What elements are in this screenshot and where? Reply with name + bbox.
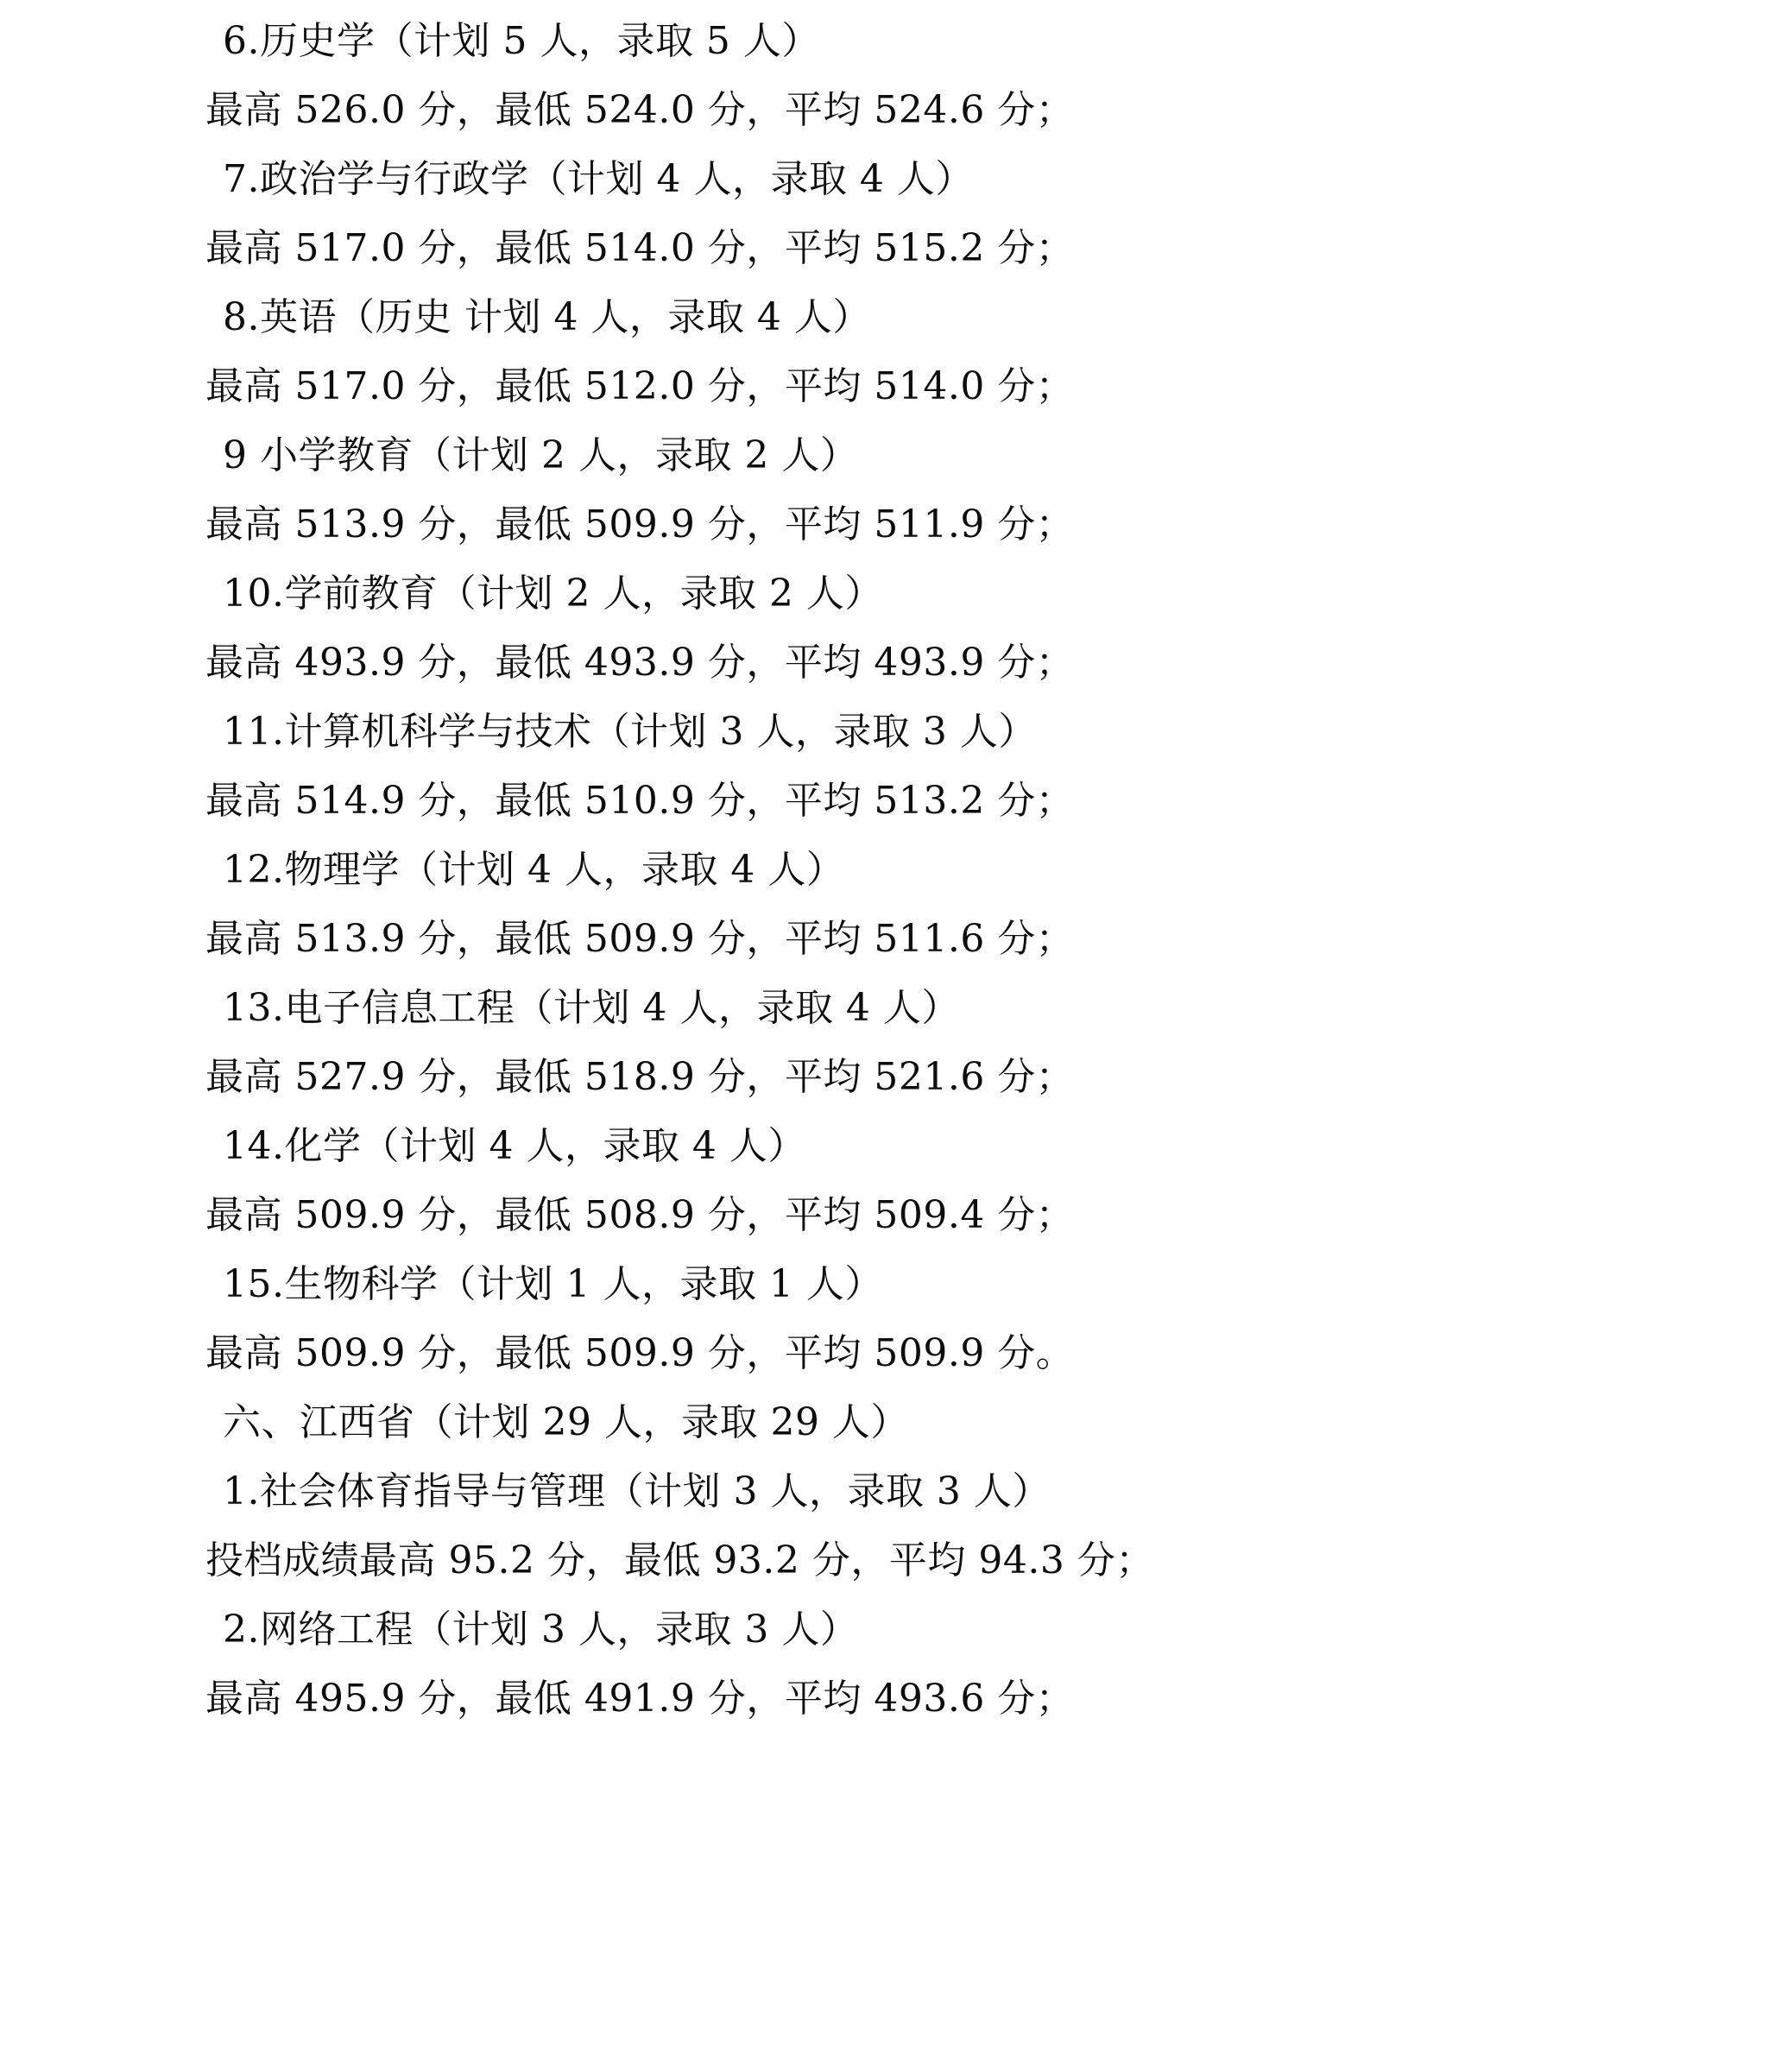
document-line: 6.历史学（计划 5 人，录取 5 人） [223,19,820,63]
document-line: 最高 495.9 分，最低 491.9 分，平均 493.6 分； [205,1677,1075,1721]
document-line: 11.计算机科学与技术（计划 3 人，录取 3 人） [223,710,1037,754]
document-line: 最高 493.9 分，最低 493.9 分，平均 493.9 分； [205,641,1075,685]
document-line: 最高 513.9 分，最低 509.9 分，平均 511.6 分； [205,917,1075,961]
document-line: 10.学前教育（计划 2 人，录取 2 人） [223,572,883,616]
document-line: 13.电子信息工程（计划 4 人，录取 4 人） [223,986,960,1030]
document-line: 12.物理学（计划 4 人，录取 4 人） [223,848,845,892]
document-line: 最高 513.9 分，最低 509.9 分，平均 511.9 分； [205,502,1075,546]
document-line: 8.英语（历史 计划 4 人，录取 4 人） [223,295,871,339]
document-line: 最高 527.9 分，最低 518.9 分，平均 521.6 分； [205,1055,1075,1099]
document-line: 投档成绩最高 95.2 分，最低 93.2 分，平均 94.3 分； [205,1538,1154,1582]
document-line: 1.社会体育指导与管理（计划 3 人，录取 3 人） [223,1469,1051,1513]
document-line: 最高 514.9 分，最低 510.9 分，平均 513.2 分； [205,779,1075,823]
document-line: 最高 517.0 分，最低 514.0 分，平均 515.2 分； [205,226,1075,270]
document-line: 最高 517.0 分，最低 512.0 分，平均 514.0 分； [205,364,1075,408]
document-line: 15.生物科学（计划 1 人，录取 1 人） [223,1262,883,1306]
document-body [205,7,1664,1734]
document-line: 2.网络工程（计划 3 人，录取 3 人） [223,1608,859,1652]
document-line: 7.政治学与行政学（计划 4 人，录取 4 人） [223,157,974,201]
document-line: 最高 509.9 分，最低 508.9 分，平均 509.4 分； [205,1193,1075,1237]
document-line: 最高 509.9 分，最低 509.9 分，平均 509.9 分。 [205,1331,1075,1375]
document-line: 最高 526.0 分，最低 524.0 分，平均 524.6 分； [205,88,1075,132]
document-line: 六、江西省（计划 29 人，录取 29 人） [223,1400,909,1444]
document-line: 14.化学（计划 4 人，录取 4 人） [223,1124,806,1168]
document-line: 9 小学教育（计划 2 人，录取 2 人） [223,433,859,477]
